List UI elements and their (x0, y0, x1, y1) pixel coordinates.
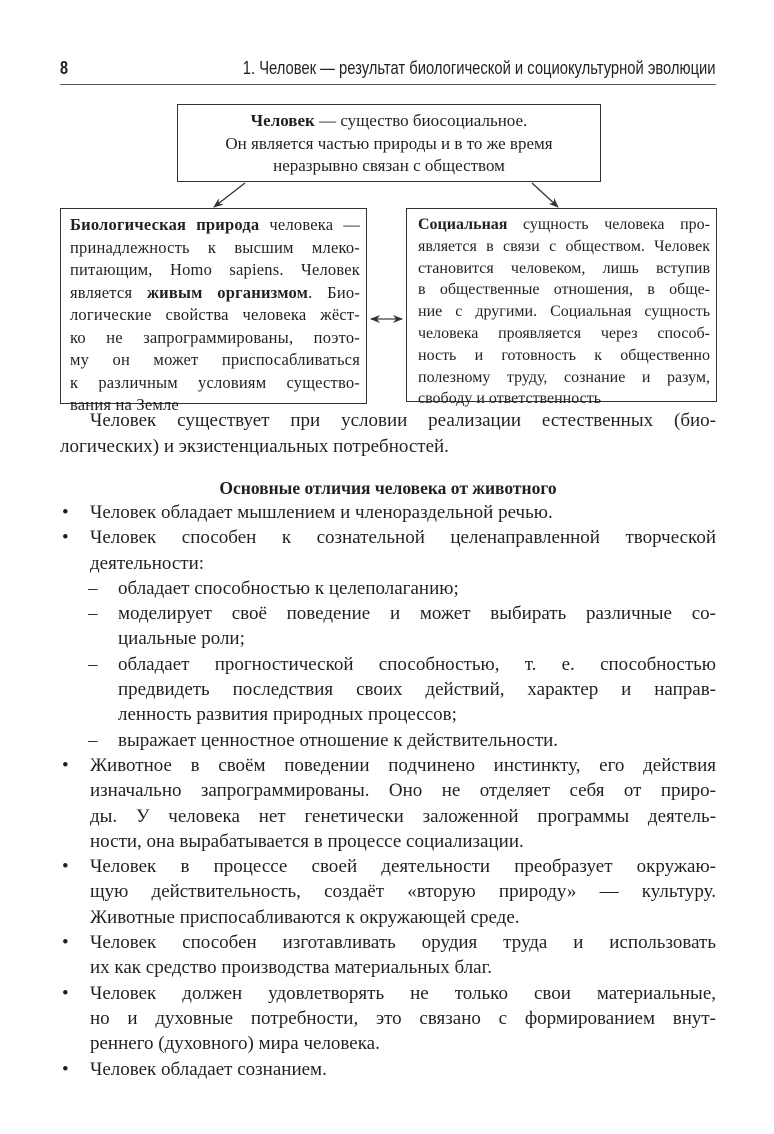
diagram-social-box (406, 208, 717, 408)
list-line: ленность развития природных процессов; (118, 704, 457, 726)
sub-list-item (60, 601, 716, 652)
paragraph-line: логических) и экзистенциальных потребностей. (60, 435, 449, 457)
list-line: деятельности: (90, 552, 205, 574)
left-box-line: принадлежность к высшим млеко- (70, 237, 360, 257)
list-line: предвидеть последствия своих действий, характер и направ- (118, 679, 716, 701)
left-box-line: вания на Земле (70, 395, 179, 414)
right-box-line: в общественные отношения, в обще- (418, 281, 710, 299)
top-box-bold: Человек (250, 111, 315, 130)
left-box-line: является (70, 282, 148, 302)
list-item (60, 930, 716, 981)
list-line: но и духовные потребности, это связано с формированием внут- (90, 1007, 716, 1029)
list-line: изначально запрограммированы. Оно не отделяет себя от приро- (90, 780, 716, 802)
list-line: обладает способностью к целеполаганию; (118, 577, 459, 599)
section-heading: Основные отличия человека от животного (219, 478, 557, 498)
list-line: их как средство производства материальных благ. (90, 957, 493, 979)
right-box-line: свободу и ответственность (418, 390, 602, 408)
arrow-to-biological (214, 183, 245, 207)
list-line: Животное в своём поведении подчинено инстинкту, его действия (90, 754, 716, 776)
bullet-icon: • (62, 856, 69, 878)
right-box-line: полезному труду, сознание и разум, (418, 368, 710, 386)
bullet-icon: • (62, 527, 69, 549)
list-line: реннего (духовного) мира человека. (90, 1033, 380, 1055)
right-box-line: становится человеком, лишь вступив (418, 259, 710, 277)
bullet-icon: • (62, 754, 69, 776)
list-line: Человек обладает сознанием. (90, 1058, 327, 1080)
page-header (60, 56, 716, 85)
list-line: обладает прогностической способностью, т. е. способностью (118, 653, 716, 675)
list-line: Человек обладает мышлением и членораздельной речью. (90, 502, 553, 523)
left-box-line: му он может приспосабливаться (70, 350, 360, 369)
arrow-to-social (532, 183, 558, 207)
list-line: ды. У человека нет генетически заложенной программы деятель- (90, 805, 716, 827)
right-box-line: человека проявляется через способ- (418, 324, 710, 342)
dash-icon: – (88, 729, 98, 751)
bullet-icon: • (62, 982, 69, 1004)
diagram-top-box (177, 104, 601, 182)
left-box-line: ко не запрограммированы, поэто- (70, 327, 360, 347)
list-item (60, 854, 716, 930)
sub-list-item (60, 576, 716, 601)
list-item (60, 525, 716, 576)
list-line: щую действительность, создаёт «вторую природу» — культуру. (90, 881, 716, 903)
sub-list-item (60, 652, 716, 728)
dash-icon: – (88, 653, 98, 675)
paragraph-line: Человек существует при условии реализации естественных (био- (90, 410, 716, 431)
list-line: Животные приспосабливаются к окружающей среде. (90, 906, 520, 928)
left-box-line: человека — (259, 215, 361, 234)
right-box-bold-title: Социальная (418, 216, 508, 233)
dash-icon: – (88, 577, 98, 599)
right-box-line: ние с другими. Социальная сущность (418, 303, 710, 321)
list-item (60, 1057, 716, 1082)
intro-paragraph (60, 408, 716, 459)
dash-icon: – (88, 603, 98, 625)
left-box-line: к различным условиям существо- (70, 372, 360, 392)
left-box-bold-term: живым организмом (147, 282, 309, 302)
list-line: Человек способен к сознательной целенаправленной творческой (90, 527, 716, 549)
bullet-icon: • (62, 502, 69, 523)
list-item (60, 500, 716, 525)
list-item (60, 753, 716, 854)
differences-list (60, 500, 716, 1082)
list-line: выражает ценностное отношение к действительности. (118, 729, 559, 751)
list-item (60, 981, 716, 1057)
diagram-biological-box (60, 208, 367, 414)
sub-list-item (60, 728, 716, 753)
top-box-line2: Он является частью природы и в то же время (225, 133, 553, 153)
left-box-line: питающим, Homo sapiens. Человек (70, 260, 360, 279)
left-box-bold-title: Биологическая природа (70, 215, 260, 234)
list-line: ности, она вырабатывается в процессе социализации. (90, 830, 524, 852)
list-line: Человек в процессе своей деятельности преобразует окружаю- (90, 856, 716, 878)
right-box-line: является в связи с обществом. Человек (418, 237, 710, 255)
left-box-line: . Био- (308, 282, 361, 302)
list-line: Человек способен изготавливать орудия труда и использовать (90, 932, 716, 954)
bullet-icon: • (62, 932, 69, 954)
bullet-icon: • (62, 1058, 69, 1080)
top-box-line3: неразрывно связан с обществом (273, 156, 505, 175)
page-number: 8 (60, 58, 69, 78)
right-box-line: ность и готовность к общественно (418, 346, 710, 364)
list-line: циальные роли; (118, 628, 245, 650)
left-box-line: логические свойства человека жёст- (70, 305, 360, 324)
list-line: Человек должен удовлетворять не только свои материальные, (90, 982, 716, 1004)
list-line: моделирует своё поведение и может выбирать различные со- (118, 603, 716, 625)
running-title: 1. Человек — результат биологической и социокультурной эволюции (243, 58, 716, 78)
top-box-line1: — существо биосоциальное. (314, 111, 528, 130)
right-box-line: сущность человека про- (507, 216, 710, 233)
